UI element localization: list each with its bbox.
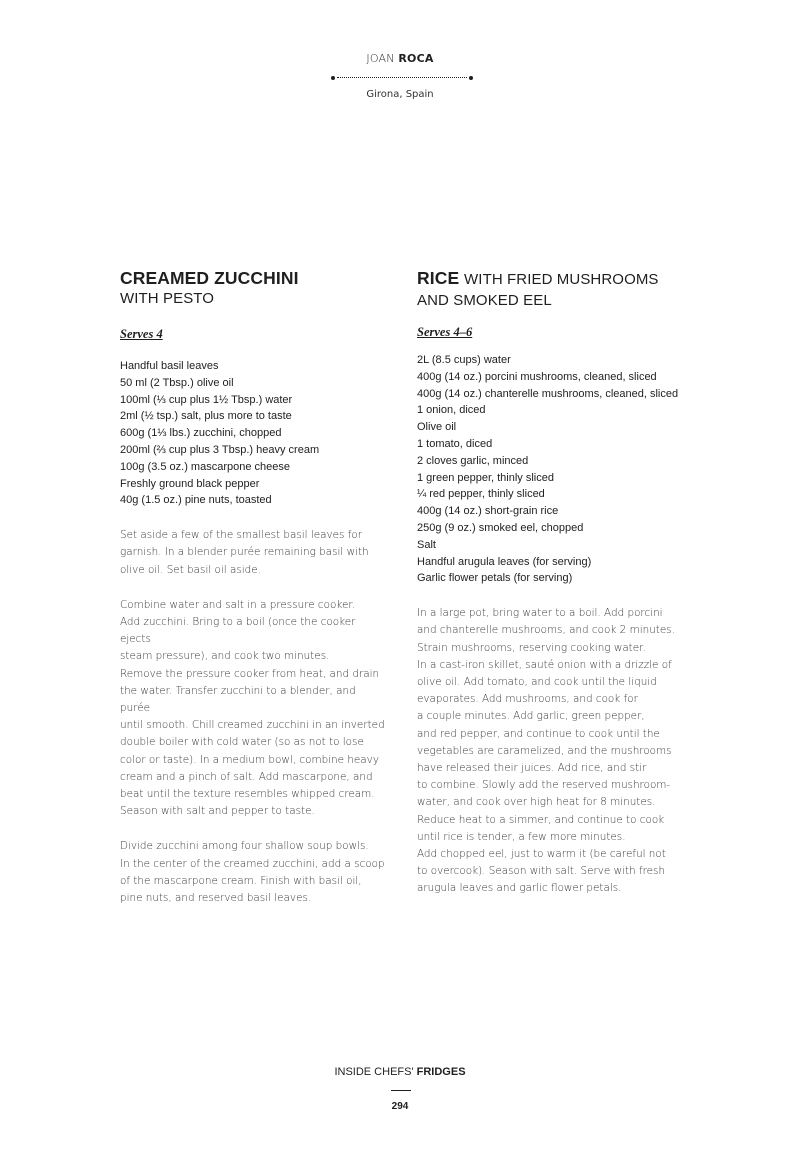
ingredient-item: Garlic flower petals (for serving) xyxy=(417,572,573,585)
ingredient-item: 250g (9 oz.) smoked eel, chopped xyxy=(417,521,584,534)
ingredient-item: 1 tomato, diced xyxy=(417,437,493,450)
chef-location: Girona, Spain xyxy=(366,89,434,100)
recipe-creamed-zucchini xyxy=(120,268,385,907)
ingredient-item: Salt xyxy=(417,538,436,551)
ingredient-item: 100g (3.5 oz.) mascarpone cheese xyxy=(120,460,290,473)
page-number: 294 xyxy=(391,1101,409,1112)
ingredient-item: 2 cloves garlic, minced xyxy=(417,454,529,467)
chef-first-name: JOAN xyxy=(366,52,395,65)
recipe-title xyxy=(120,268,385,309)
book-title xyxy=(0,1066,800,1078)
ingredient-item: 400g (14 oz.) short-grain rice xyxy=(417,505,559,518)
recipe-title xyxy=(417,268,687,311)
ingredient-item: 2L (8.5 cups) water xyxy=(417,354,511,366)
serves-label: Serves 4 xyxy=(120,327,163,341)
ingredient-item: Handful basil leaves xyxy=(120,360,219,372)
ingredient-item: 400g (14 oz.) porcini mushrooms, cleaned, sliced xyxy=(417,370,657,383)
ingredient-list xyxy=(417,352,687,587)
page-header xyxy=(0,52,800,100)
recipe-rice-mushrooms-eel xyxy=(417,268,687,898)
divider-dot-left xyxy=(331,76,335,80)
recipe-title-main: CREAMED ZUCCHINI xyxy=(120,268,299,288)
ingredient-item: Olive oil xyxy=(417,421,457,434)
ingredient-item: 1 green pepper, thinly sliced xyxy=(417,471,554,484)
book-title-thin: INSIDE CHEFS' xyxy=(334,1066,414,1078)
serves-label: Serves 4–6 xyxy=(417,325,473,339)
instruction-paragraph: Set aside a few of the smallest basil leaves for garnish. In a blender purée remaining basil with olive oil. Set basil oil aside. xyxy=(120,529,369,576)
ingredient-item: 400g (14 oz.) chanterelle mushrooms, cleaned, sliced xyxy=(417,387,679,400)
recipe-title-sub: WITH FRIED MUSHROOMS AND SMOKED EEL xyxy=(417,271,659,309)
divider-dotted-line xyxy=(337,77,467,78)
ingredient-item: 200ml (⅔ cup plus 3 Tbsp.) heavy cream xyxy=(120,443,320,456)
divider-dot-right xyxy=(469,76,473,80)
ingredient-item: 50 ml (2 Tbsp.) olive oil xyxy=(120,376,234,389)
ingredient-item: Handful arugula leaves (for serving) xyxy=(417,555,592,568)
ingredient-item: Freshly ground black pepper xyxy=(120,477,260,490)
ingredient-item: 2ml (½ tsp.) salt, plus more to taste xyxy=(120,410,292,423)
page-footer xyxy=(0,1066,800,1112)
ingredient-item: 40g (1.5 oz.) pine nuts, toasted xyxy=(120,494,272,507)
chef-name xyxy=(0,52,800,65)
ingredient-item: 100ml (⅓ cup plus 1½ Tbsp.) water xyxy=(120,393,293,406)
ingredient-item: 1 onion, diced xyxy=(417,404,486,417)
book-title-bold: FRIDGES xyxy=(416,1066,466,1078)
chef-last-name: ROCA xyxy=(398,52,434,65)
ingredient-item: ¼ red pepper, thinly sliced xyxy=(417,488,545,501)
instruction-paragraph: In a large pot, bring water to a boil. Add porcini and chanterelle mushrooms, and cook 2 minutes. Strain mushrooms, reserving cooking water. In a cast-iron skillet, sauté onion with a drizzle of olive oil. Add tomato, and cook until the liquid evaporates. Add mushrooms, and cook for a couple minutes. Add garlic, green pepper, and red pepper, and continue to cook until the vegetables are caramelized, and the mushrooms have released their juices. Add rice, and stir to combine. Slowly add the reserved mushroom- water, and cook over high heat for 8 minutes. Reduce heat to a simmer, and continue to cook until rice is tender, a few more minutes. Add chopped eel, just to warm it (be careful not to overcook). Season with salt. Serve with fresh arugula leaves and garlic flower petals. xyxy=(417,607,675,895)
instruction-paragraph: Combine water and salt in a pressure cooker. Add zucchini. Bring to a boil (once the cooker ejects steam pressure), and cook two minutes. Remove the pressure cooker from heat, and drain the water. Transfer zucchini to a blender, and purée until smooth. Chill creamed zucchini in an inverted double boiler with cold water (so as not to lose color or taste). In a medium bowl, combine heavy cream and a pinch of salt. Add mascarpone, and beat until the texture resembles whipped cream. Season with salt and pepper to taste. xyxy=(120,598,385,818)
recipe-title-sub: WITH PESTO xyxy=(120,290,215,307)
ingredient-item: 600g (1⅓ lbs.) zucchini, chopped xyxy=(120,427,282,440)
footer-rule xyxy=(391,1090,411,1091)
ingredient-list xyxy=(120,358,385,509)
recipe-title-main: RICE xyxy=(417,268,460,288)
dotted-divider xyxy=(331,76,473,80)
instruction-paragraph: Divide zucchini among four shallow soup bowls. In the center of the creamed zucchini, add a scoop of the mascarpone cream. Finish with basil oil, pine nuts, and reserved basil leaves. xyxy=(120,840,385,905)
